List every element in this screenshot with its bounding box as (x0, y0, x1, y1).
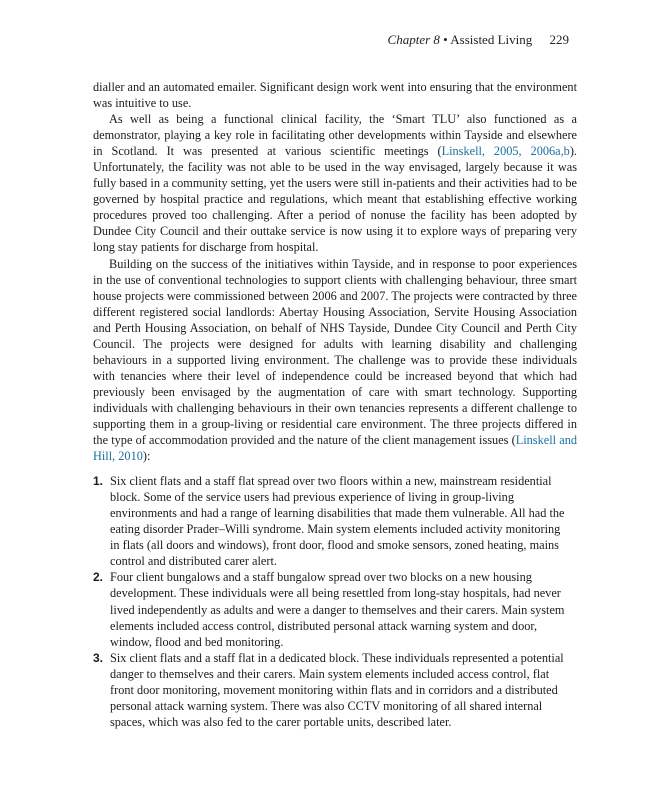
list-number: 3. (93, 650, 104, 665)
section-title: Assisted Living (450, 32, 533, 47)
paragraph-2-text-b: ). Unfortunately, the facility was not able to be used in the way envisaged, largely because it was fully based in a community setting, yet the users were still in-patients and their activities had to be governed by hospital practice and regulations, which meant that establishing effective working procedures proved too challenging. After a period of nonuse the facility has been adopted by Dundee City Council and their outtake service is now using it to explore ways of preparing very long stay patients for discharge from hospital. (93, 144, 577, 255)
list-item-text: Six client flats and a staff flat spread over two floors within a new, mainstream residential block. Some of the service users had previous experience of living in group-living environments and had a range of learning disabilities that made them vulnerable. All had the eating disorder Prader–Willi syndrome. Main system elements included activity monitoring in flats (all doors and windows), front door, flood and smoke sensors, zoned heating, mains control and distributed carer alert. (110, 474, 565, 569)
list-number: 1. (93, 474, 104, 489)
project-list (93, 473, 577, 730)
chapter-label: Chapter 8 (387, 32, 440, 47)
citation-link-linskell-hill-2010[interactable]: Linskell and Hill, 2010 (93, 433, 577, 464)
header-bullet: • (443, 32, 448, 47)
list-number: 2. (93, 570, 104, 585)
list-item-text: Six client flats and a staff flat in a dedicated block. These individuals represented a potential danger to themselves and their carers. Main system elements included access control, flat front door monitoring, movement monitoring within flats and in corridors and a distributed personal attack warning system. There was also CCTV monitoring of all shared internal spaces, which was also fed to the carer portable units, described later. (110, 650, 564, 729)
paragraph-1: dialler and an automated emailer. Significant design work went into ensuring that the environment was intuitive to use. (93, 80, 577, 111)
list-item (93, 650, 570, 730)
list-item (93, 473, 570, 569)
running-header (388, 32, 569, 48)
paragraph-3-text-b: ): (142, 449, 151, 464)
list-item-text: Four client bungalows and a staff bungalow spread over two blocks on a new housing development. These individuals were all being resettled from long-stay hospitals, had never lived independently as adults and were a danger to themselves and their carers. Main system elements included access control, distributed personal attack warning system and door, window, flood and bed monitoring. (110, 570, 565, 649)
paragraph-3 (93, 256, 577, 465)
paragraph-2 (93, 111, 577, 255)
citation-link-linskell-2005[interactable]: Linskell, 2005, 2006a,b (441, 144, 570, 159)
page-number: 229 (549, 32, 569, 47)
paragraph-3-text-a: Building on the success of the initiatives within Tayside, and in response to poor experiences in the use of conventional technologies to support clients with challenging behaviour, three smart house projects were commissioned between 2006 and 2007. The projects were contracted by three different registered social landlords: Abertay Housing Association, Servite Housing Association and Perth Housing Association, on behalf of NHS Tayside, Dundee City Council and Perth City Council. The projects were designed for adults with learning disability and challenging behaviours in a supported living environment. The challenge was to provide these individuals with tenancies where their level of independence could be increased beyond that which had previously been envisaged by the augmentation of care with smart technology. Supporting individuals with challenging behaviours in their own tenancies represents a different challenge to supporting them in a group-living or residential care environment. The three projects differed in the type of accommodation provided and the nature of the client management issues ( (93, 256, 577, 448)
paragraph-2-text-a: As well as being a functional clinical facility, the ‘Smart TLU’ also functioned as a demonstrator, playing a key role in facilitating other developments within Tayside and elsewhere in Scotland. It was presented at various scientific meetings ( (93, 112, 577, 159)
list-item (93, 569, 570, 649)
body-text (93, 79, 577, 730)
